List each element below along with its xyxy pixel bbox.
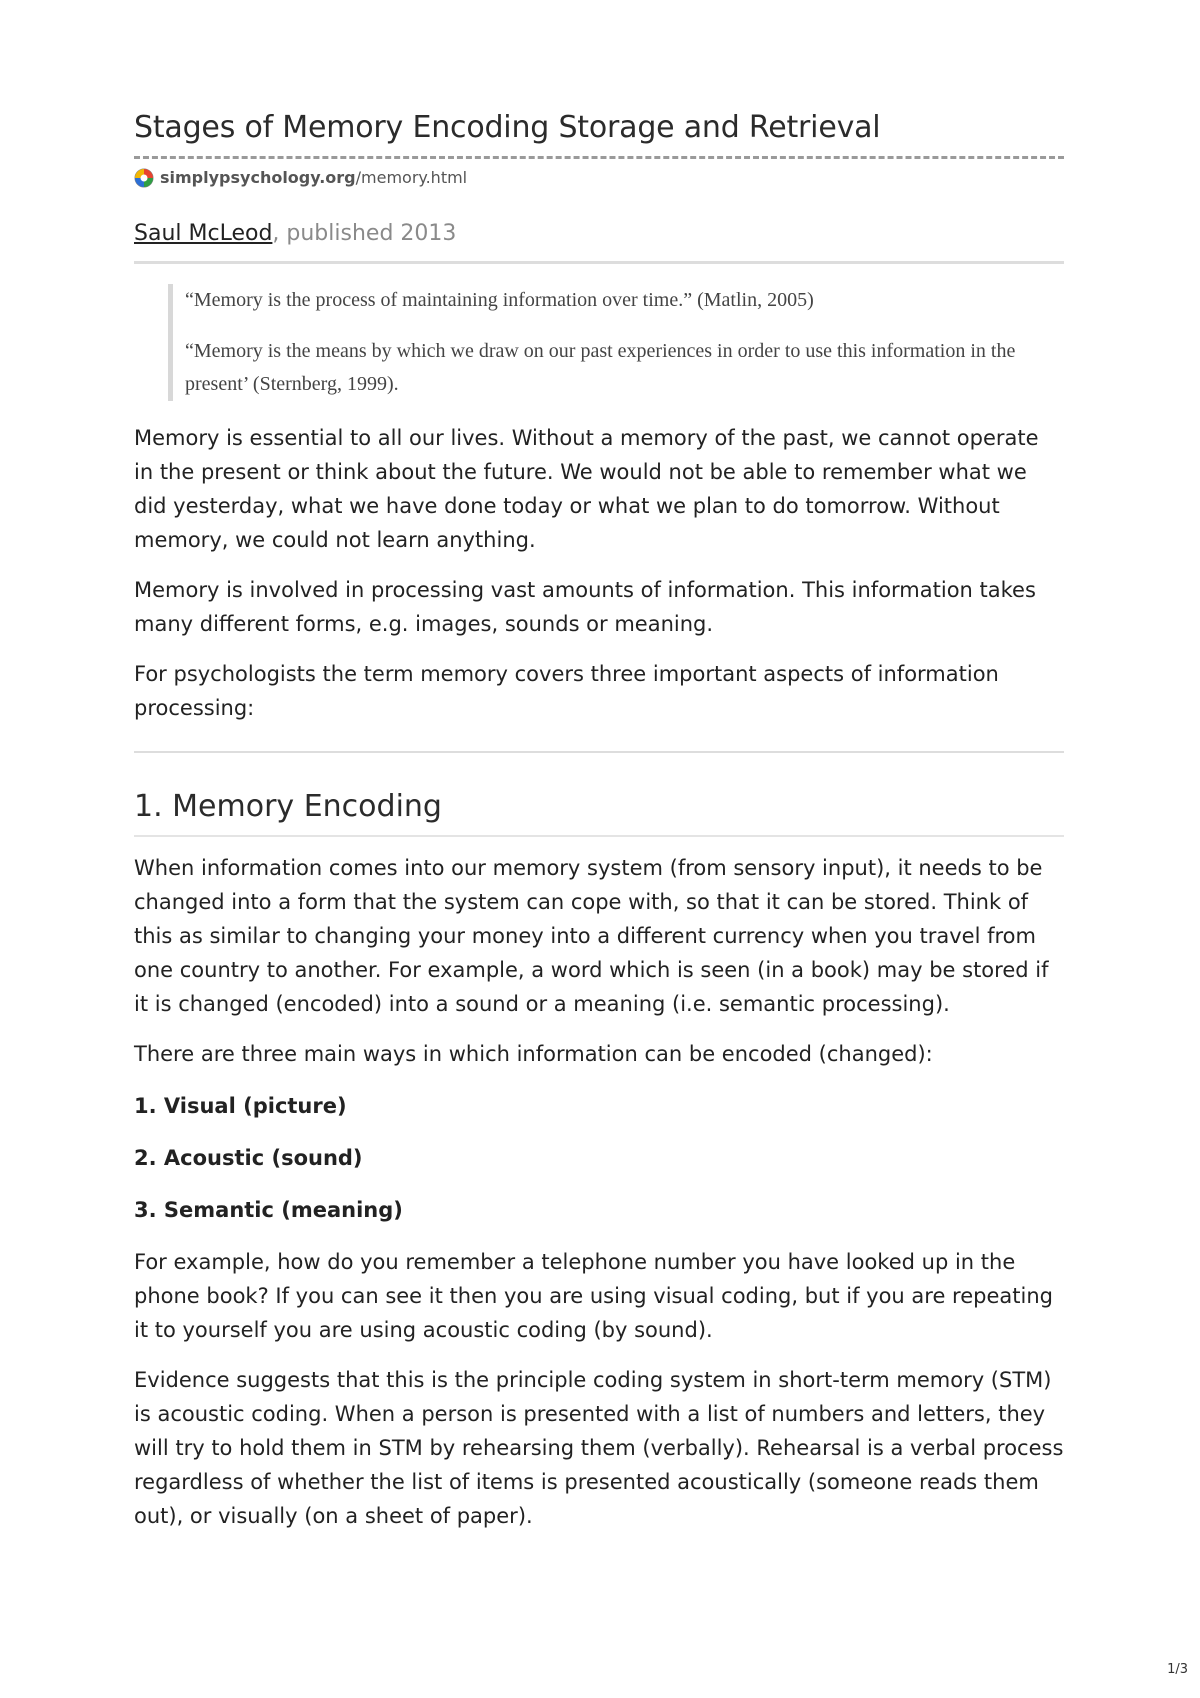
section-divider (134, 751, 1064, 753)
encoding-type-item: 2. Acoustic (sound) (134, 1146, 363, 1170)
intro-paragraph: For psychologists the term memory covers three important aspects of information processing: (134, 662, 999, 720)
published-date: published 2013 (279, 221, 457, 246)
simplypsychology-favicon-icon (134, 168, 154, 188)
quote-sternberg: “Memory is the means by which we draw on our past experiences in order to use this information in the present’ (Sternberg, 1999). (185, 340, 1016, 395)
document-page (134, 108, 1064, 1533)
source-domain: simplypsychology.org (160, 168, 356, 187)
byline (134, 219, 1064, 249)
source-link[interactable] (134, 167, 1064, 189)
encoding-type-item: 1. Visual (picture) (134, 1094, 347, 1118)
section-paragraph: Evidence suggests that this is the principle coding system in short-term memory (STM) is acoustic coding. When a person is presented with a list of numbers and letters, they will try to hold them in STM by rehearsing them (verbally). Rehearsal is a verbal process regardless of whether the list of items is presented acoustically (someone reads them out), or visually (on a sheet of paper). (134, 1368, 1064, 1528)
section-paragraph: There are three main ways in which information can be encoded (changed): (134, 1042, 933, 1066)
section-heading-encoding: 1. Memory Encoding (134, 789, 442, 824)
byline-divider (134, 261, 1064, 264)
author-link[interactable]: Saul McLeod (134, 221, 273, 246)
section-paragraph: For example, how do you remember a telephone number you have looked up in the phone book? If you can see it then you are using visual coding, but if you are repeating it to yourself you are using acoustic coding (by sound). (134, 1250, 1053, 1342)
intro-paragraph: Memory is essential to all our lives. Without a memory of the past, we cannot operate in the present or think about the future. We would not be able to remember what we did yesterday, what we have done today or what we plan to do tomorrow. Without memory, we could not learn anything. (134, 426, 1039, 552)
page-title: Stages of Memory Encoding Storage and Retrieval (134, 110, 881, 145)
title-divider (134, 156, 1064, 159)
source-path: /memory.html (355, 168, 468, 187)
intro-paragraph: Memory is involved in processing vast amounts of information. This information takes many different forms, e.g. images, sounds or meaning. (134, 578, 1036, 636)
quote-matlin: “Memory is the process of maintaining information over time.” (Matlin, 2005) (185, 289, 814, 311)
byline-separator: , (272, 221, 280, 246)
section-paragraph: When information comes into our memory system (from sensory input), it needs to be changed into a form that the system can cope with, so that it can be stored. Think of this as similar to changing your money into a different currency when you travel from one country to another. For example, a word which is seen (in a book) may be stored if it is changed (encoded) into a sound or a meaning (i.e. semantic processing). (134, 856, 1049, 1016)
page-number: 1/3 (1167, 1662, 1188, 1677)
encoding-type-item: 3. Semantic (meaning) (134, 1198, 403, 1222)
heading-underline (134, 835, 1064, 837)
quote-block (168, 284, 1064, 401)
